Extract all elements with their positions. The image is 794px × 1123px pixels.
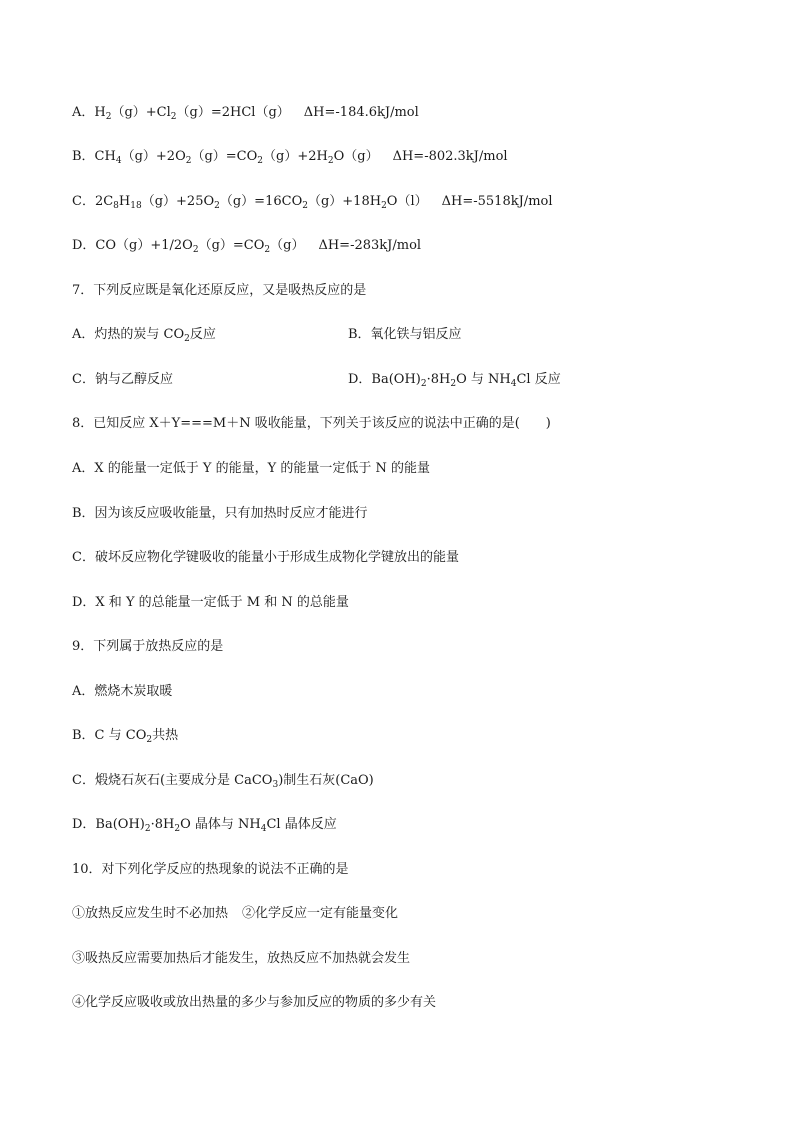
text: A．燃烧木炭取暖	[72, 684, 173, 699]
text: （g）=CO	[198, 238, 265, 253]
q7-stem	[72, 282, 366, 300]
subscript: 2	[146, 735, 153, 745]
q8-option-d	[72, 594, 349, 612]
q9-stem	[72, 638, 223, 656]
text: ·8H	[150, 817, 175, 832]
statement-4: ④化学反应吸收或放出热量的多少与参加反应的物质的多少有关	[72, 995, 437, 1010]
text: H	[118, 194, 131, 209]
q7-option-a	[72, 326, 216, 348]
subscript: 2	[420, 379, 427, 389]
enthalpy-value: ΔH=-5518kJ/mol	[441, 194, 553, 209]
text: O（l）	[386, 194, 428, 209]
text: A．H	[72, 105, 106, 120]
q6-option-d	[72, 237, 421, 259]
subscript: 2	[381, 201, 387, 211]
question-text: 10．对下列化学反应的热现象的说法不正确的是	[72, 862, 349, 877]
subscript: 4	[260, 824, 267, 834]
text: Cl 反应	[516, 372, 561, 387]
q7-option-b	[348, 326, 462, 344]
text: （g）+25O	[141, 194, 215, 209]
text: （g）+2H	[263, 149, 328, 164]
q6-option-c	[72, 193, 553, 215]
statement-1: ①放热反应发生时不必加热	[72, 906, 229, 921]
subscript: 2	[185, 156, 192, 166]
subscript: 3	[272, 780, 279, 790]
question-text: 8．已知反应 X＋Y===M＋N 吸收能量，下列关于该反应的说法中正确的是( )	[72, 416, 551, 431]
text: （g）	[270, 238, 305, 253]
statement-2: ②化学反应一定有能量变化	[242, 906, 399, 921]
subscript: 2	[170, 112, 177, 122]
subscript: 2	[144, 824, 151, 834]
text: O 与 NH	[456, 372, 511, 387]
enthalpy-value: ΔH=-802.3kJ/mol	[392, 149, 508, 164]
text: A．灼热的炭与 CO	[72, 327, 185, 342]
subscript: 2	[214, 201, 220, 211]
q10-stem	[72, 861, 349, 879]
q8-option-b	[72, 505, 368, 523]
subscript: 8	[113, 201, 119, 211]
q9-option-c	[72, 772, 374, 794]
text: Cl 晶体反应	[266, 817, 337, 832]
text: D．Ba(OH)	[348, 372, 421, 387]
subscript: 2	[302, 201, 308, 211]
subscript: 4	[115, 156, 122, 166]
q10-statement-4	[72, 994, 436, 1012]
q9-option-d	[72, 816, 337, 838]
text: （g）+18H	[307, 194, 382, 209]
text: O（g）	[333, 149, 379, 164]
q7-option-d	[348, 371, 561, 393]
text: （g）+2O	[121, 149, 186, 164]
text: ·8H	[426, 372, 451, 387]
text: D．Ba(OH)	[72, 817, 145, 832]
text: C．钠与乙醇反应	[72, 372, 173, 387]
q8-option-a	[72, 460, 430, 478]
subscript: 2	[257, 156, 264, 166]
text: （g）=CO	[191, 149, 258, 164]
q9-option-b	[72, 727, 178, 749]
subscript: 2	[450, 379, 457, 389]
enthalpy-value: ΔH=-184.6kJ/mol	[303, 105, 419, 120]
text: 反应	[189, 327, 216, 342]
subscript: 2	[327, 156, 334, 166]
subscript: 4	[510, 379, 517, 389]
text: D．CO（g）+1/2O	[72, 238, 193, 253]
text: B．C 与 CO	[72, 728, 147, 743]
subscript: 2	[192, 245, 199, 255]
subscript: 2	[105, 112, 112, 122]
statement-3: ③吸热反应需要加热后才能发生，放热反应不加热就会发生	[72, 951, 411, 966]
text: A．X 的能量一定低于 Y 的能量，Y 的能量一定低于 N 的能量	[72, 461, 430, 476]
q8-stem	[72, 415, 551, 433]
enthalpy-value: ΔH=-283kJ/mol	[318, 238, 422, 253]
text: C．2C	[72, 194, 114, 209]
q9-option-a	[72, 683, 172, 701]
q6-option-a	[72, 104, 419, 126]
question-text: 7．下列反应既是氧化还原反应，又是吸热反应的是	[72, 283, 367, 298]
text: 共热	[152, 728, 179, 743]
q8-option-c	[72, 549, 459, 567]
subscript: 2	[184, 334, 190, 344]
subscript: 2	[174, 824, 181, 834]
question-text: 9．下列属于放热反应的是	[72, 639, 224, 654]
subscript: 18	[130, 201, 142, 211]
text: D．X 和 Y 的总能量一定低于 M 和 N 的总能量	[72, 595, 349, 610]
q10-statement-3	[72, 950, 410, 968]
subscript: 2	[264, 245, 271, 255]
text: B．因为该反应吸收能量，只有加热时反应才能进行	[72, 506, 368, 521]
q10-statements-1-2	[72, 905, 398, 923]
text: （g）+Cl	[111, 105, 171, 120]
text: O 晶体与 NH	[180, 817, 261, 832]
text: )制生石灰(CaO)	[278, 773, 374, 788]
text: （g）=16CO	[219, 194, 303, 209]
text: B．氧化铁与铝反应	[348, 327, 462, 342]
text: C．破坏反应物化学键吸收的能量小于形成生成物化学键放出的能量	[72, 550, 459, 565]
text: （g）=2HCl（g）	[176, 105, 290, 120]
text: C．煅烧石灰石(主要成分是 CaCO	[72, 773, 273, 788]
text: B．CH	[72, 149, 116, 164]
q7-option-c	[72, 371, 173, 389]
q6-option-b	[72, 148, 508, 170]
